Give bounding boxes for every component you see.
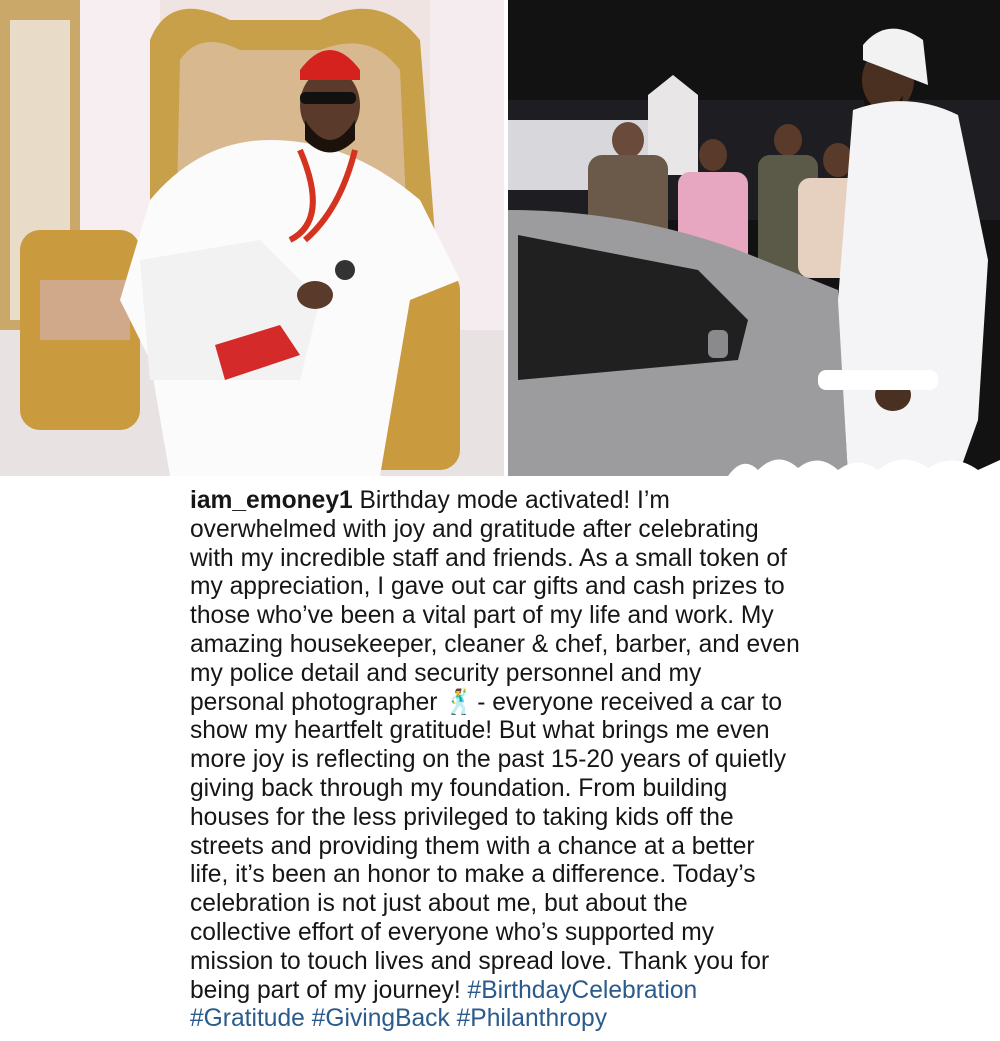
caption-line: collective effort of everyone who’s supported my <box>190 918 715 946</box>
caption-text: being part of my journey! <box>190 976 461 1004</box>
photo-throne[interactable] <box>0 0 504 476</box>
caption-line: my appreciation, I gave out car gifts and cash prizes to <box>190 573 785 601</box>
post-photo-collage[interactable] <box>0 0 1000 476</box>
caption-line <box>190 487 990 516</box>
photo-car-gift[interactable] <box>508 0 1000 476</box>
car-gift-photo-illustration <box>508 0 1000 476</box>
caption-text: - everyone received a car to <box>477 688 783 716</box>
caption-line: celebration is not just about me, but about the <box>190 890 688 918</box>
caption-text: Birthday mode activated! I’m <box>359 487 670 514</box>
caption-line: streets and providing them with a chance at a better <box>190 832 755 860</box>
throne-photo-illustration <box>0 0 504 476</box>
caption-line: those who’ve been a vital part of my life and work. My <box>190 602 774 630</box>
caption-text: personal photographer <box>190 688 438 716</box>
caption-line: more joy is reflecting on the past 15-20 years of quietly <box>190 746 787 774</box>
caption-line: overwhelmed with joy and gratitude after celebrating <box>190 515 759 543</box>
caption-line: houses for the less privileged to taking kids off the <box>190 803 734 831</box>
hashtag-link[interactable]: #BirthdayCelebration <box>467 976 698 1004</box>
caption-line: amazing housekeeper, cleaner & chef, barber, and even <box>190 630 800 658</box>
caption-line: my police detail and security personnel and my <box>190 659 702 687</box>
caption-line: show my heartfelt gratitude! But what brings me even <box>190 717 770 745</box>
caption-line: giving back through my foundation. From building <box>190 774 728 802</box>
caption-line: mission to touch lives and spread love. Thank you for <box>190 947 770 975</box>
caption-line <box>190 1005 990 1034</box>
hashtag-link[interactable]: #GivingBack <box>311 1005 450 1033</box>
post-caption <box>190 487 990 1034</box>
caption-line: life, it’s been an honor to make a difference. Today’s <box>190 861 756 889</box>
hashtag-link[interactable]: #Philanthropy <box>456 1005 608 1033</box>
caption-line: with my incredible staff and friends. As a small token of <box>190 544 787 572</box>
dancing-man-emoji-icon: 🕺 <box>444 688 475 716</box>
caption-line <box>190 689 990 718</box>
hashtag-link[interactable]: #Gratitude <box>190 1005 305 1033</box>
username-link[interactable]: iam_emoney1 <box>190 487 353 514</box>
caption-line <box>190 977 990 1006</box>
